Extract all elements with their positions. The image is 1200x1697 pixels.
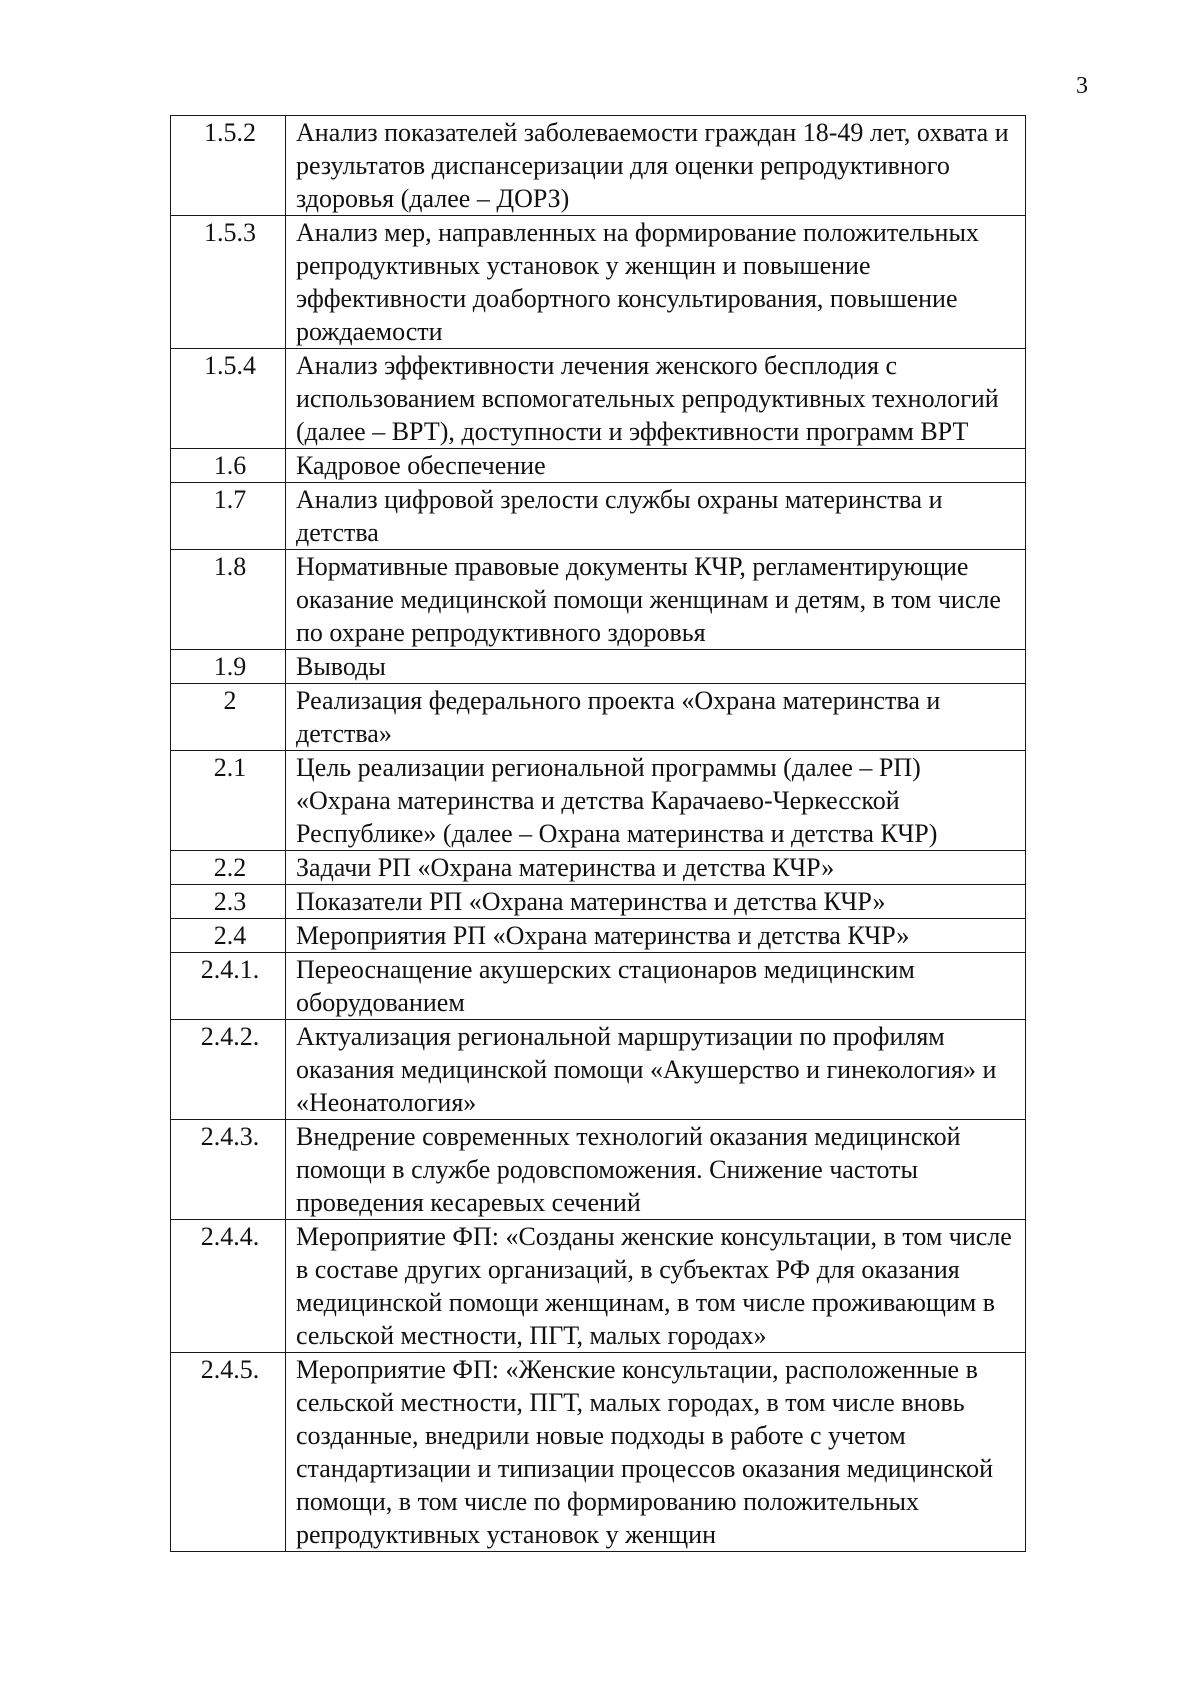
table-row	[171, 550, 1026, 650]
page-number: 3	[1076, 73, 1088, 99]
section-number: 2.1	[171, 751, 286, 851]
table-row	[171, 483, 1026, 550]
section-title: Показатели РП «Охрана материнства и детства КЧР»	[286, 885, 1026, 919]
table-row	[171, 1020, 1026, 1120]
table-row	[171, 1220, 1026, 1353]
section-number: 1.7	[171, 483, 286, 550]
section-number: 2	[171, 684, 286, 751]
contents-table	[170, 115, 1026, 1552]
section-title: Анализ эффективности лечения женского бесплодия с использованием вспомогательных репродуктивных технологий (далее – ВРТ), доступности и эффективности программ ВРТ	[286, 349, 1026, 449]
table-row	[171, 885, 1026, 919]
table-row	[171, 919, 1026, 953]
table-row	[171, 1120, 1026, 1220]
section-number: 1.9	[171, 650, 286, 684]
section-title: Реализация федерального проекта «Охрана материнства и детства»	[286, 684, 1026, 751]
section-number: 2.4.5.	[171, 1353, 286, 1552]
section-number: 2.4.4.	[171, 1220, 286, 1353]
section-number: 2.2	[171, 851, 286, 885]
section-title: Переоснащение акушерских стационаров медицинским оборудованием	[286, 953, 1026, 1020]
section-title: Цель реализации региональной программы (далее – РП) «Охрана материнства и детства Карачаево-Черкесской Республике» (далее – Охрана материнства и детства КЧР)	[286, 751, 1026, 851]
section-number: 1.5.2	[171, 116, 286, 216]
section-title: Нормативные правовые документы КЧР, регламентирующие оказание медицинской помощи женщинам и детям, в том числе по охране репродуктивного здоровья	[286, 550, 1026, 650]
section-title: Мероприятие ФП: «Женские консультации, расположенные в сельской местности, ПГТ, малых городах, в том числе вновь созданные, внедрили новые подходы в работе с учетом стандартизации и типизации процессов оказания медицинской помощи, в том числе по формированию положительных репродуктивных установок у женщин	[286, 1353, 1026, 1552]
section-number: 2.4.3.	[171, 1120, 286, 1220]
section-title: Анализ показателей заболеваемости граждан 18-49 лет, охвата и результатов диспансеризации для оценки репродуктивного здоровья (далее – ДОРЗ)	[286, 116, 1026, 216]
section-number: 1.5.3	[171, 216, 286, 349]
table-row	[171, 349, 1026, 449]
section-number: 2.4	[171, 919, 286, 953]
table-row	[171, 650, 1026, 684]
section-title: Внедрение современных технологий оказания медицинской помощи в службе родовспоможения. Снижение частоты проведения кесаревых сечений	[286, 1120, 1026, 1220]
section-number: 1.8	[171, 550, 286, 650]
section-number: 2.3	[171, 885, 286, 919]
section-number: 2.4.2.	[171, 1020, 286, 1120]
table-row	[171, 751, 1026, 851]
section-title: Выводы	[286, 650, 1026, 684]
table-row	[171, 684, 1026, 751]
section-number: 1.6	[171, 449, 286, 483]
section-number: 2.4.1.	[171, 953, 286, 1020]
table-row	[171, 216, 1026, 349]
section-title: Мероприятия РП «Охрана материнства и детства КЧР»	[286, 919, 1026, 953]
section-title: Анализ мер, направленных на формирование положительных репродуктивных установок у женщин и повышение эффективности доабортного консультирования, повышение рождаемости	[286, 216, 1026, 349]
table-row	[171, 1353, 1026, 1552]
table-row	[171, 449, 1026, 483]
table-row	[171, 953, 1026, 1020]
section-title: Задачи РП «Охрана материнства и детства КЧР»	[286, 851, 1026, 885]
section-title: Кадровое обеспечение	[286, 449, 1026, 483]
section-title: Актуализация региональной маршрутизации по профилям оказания медицинской помощи «Акушерство и гинекология» и «Неонатология»	[286, 1020, 1026, 1120]
table-row	[171, 851, 1026, 885]
section-title: Анализ цифровой зрелости службы охраны материнства и детства	[286, 483, 1026, 550]
section-number: 1.5.4	[171, 349, 286, 449]
table-row	[171, 116, 1026, 216]
section-title: Мероприятие ФП: «Созданы женские консультации, в том числе в составе других организаций, в субъектах РФ для оказания медицинской помощи женщинам, в том числе проживающим в сельской местности, ПГТ, малых городах»	[286, 1220, 1026, 1353]
